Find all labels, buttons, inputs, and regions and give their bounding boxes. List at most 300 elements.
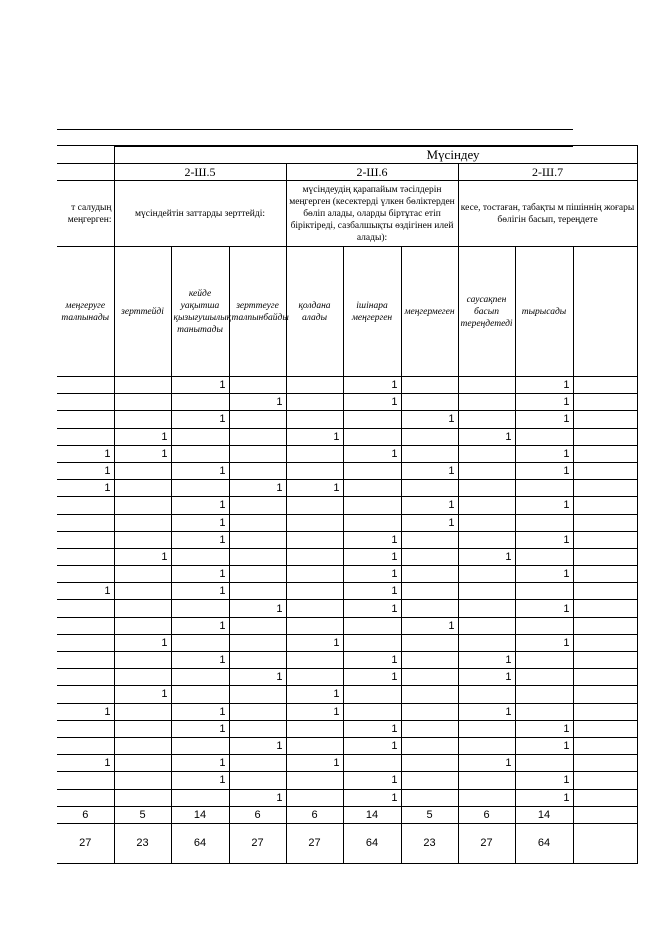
table-cell bbox=[573, 514, 637, 531]
table-cell bbox=[343, 514, 401, 531]
table-cell bbox=[171, 634, 229, 651]
table-cell: 5 bbox=[114, 806, 171, 823]
table-row bbox=[57, 514, 637, 531]
subheader-cell: меңгермеген bbox=[401, 247, 458, 377]
table-cell bbox=[57, 497, 114, 514]
table-cell: 14 bbox=[171, 806, 229, 823]
spreadsheet bbox=[57, 145, 637, 864]
table-cell: 1 bbox=[57, 445, 114, 462]
blank-cell bbox=[57, 164, 114, 181]
table-cell bbox=[114, 600, 171, 617]
table-cell bbox=[114, 566, 171, 583]
table-cell bbox=[458, 600, 515, 617]
table-cell bbox=[401, 377, 458, 394]
table-cell bbox=[573, 583, 637, 600]
table-cell bbox=[343, 617, 401, 634]
table-cell bbox=[401, 600, 458, 617]
table-cell bbox=[286, 514, 343, 531]
table-row bbox=[57, 755, 637, 772]
table-cell: 64 bbox=[515, 823, 573, 863]
table-cell bbox=[114, 462, 171, 479]
table-cell: 1 bbox=[286, 428, 343, 445]
subheader-cell: тырысады bbox=[515, 247, 573, 377]
table-cell: 27 bbox=[286, 823, 343, 863]
table-cell: 1 bbox=[343, 445, 401, 462]
table-cell bbox=[515, 652, 573, 669]
table-row bbox=[57, 462, 637, 479]
table-cell bbox=[229, 566, 286, 583]
percent-row bbox=[57, 823, 637, 863]
table-cell bbox=[286, 600, 343, 617]
table-cell bbox=[114, 411, 171, 428]
table-cell bbox=[114, 772, 171, 789]
table-cell bbox=[573, 789, 637, 806]
table-cell: 1 bbox=[515, 634, 573, 651]
subheader-cell bbox=[573, 247, 637, 377]
table-cell bbox=[343, 703, 401, 720]
table-cell bbox=[114, 394, 171, 411]
table-cell bbox=[401, 652, 458, 669]
table-cell bbox=[114, 669, 171, 686]
table-cell bbox=[286, 617, 343, 634]
table-cell bbox=[57, 720, 114, 737]
top-rule bbox=[57, 129, 573, 130]
table-row bbox=[57, 737, 637, 754]
table-cell: 1 bbox=[171, 652, 229, 669]
table-cell bbox=[171, 480, 229, 497]
table-cell bbox=[114, 703, 171, 720]
table-cell: 1 bbox=[286, 480, 343, 497]
table-cell bbox=[573, 806, 637, 823]
table-cell: 1 bbox=[343, 394, 401, 411]
table-cell bbox=[286, 669, 343, 686]
table-cell bbox=[573, 497, 637, 514]
table-cell: 6 bbox=[458, 806, 515, 823]
table-cell bbox=[573, 411, 637, 428]
table-cell bbox=[401, 789, 458, 806]
table-cell bbox=[286, 652, 343, 669]
code-2-sh-5: 2-Ш.5 bbox=[114, 164, 286, 181]
table-cell: 1 bbox=[401, 514, 458, 531]
table-cell bbox=[114, 514, 171, 531]
table-cell: 1 bbox=[515, 720, 573, 737]
table-cell bbox=[458, 531, 515, 548]
table-cell: 1 bbox=[171, 462, 229, 479]
table-cell bbox=[458, 566, 515, 583]
table-cell: 1 bbox=[229, 669, 286, 686]
table-cell: 1 bbox=[343, 669, 401, 686]
table-cell bbox=[171, 394, 229, 411]
table-row bbox=[57, 669, 637, 686]
table-cell: 1 bbox=[229, 737, 286, 754]
table-cell bbox=[57, 394, 114, 411]
table-cell: 1 bbox=[57, 480, 114, 497]
table-cell bbox=[401, 428, 458, 445]
table-cell: 1 bbox=[57, 755, 114, 772]
table-cell: 5 bbox=[401, 806, 458, 823]
table-cell: 1 bbox=[171, 566, 229, 583]
table-cell: 1 bbox=[515, 531, 573, 548]
table-cell: 6 bbox=[229, 806, 286, 823]
table-cell bbox=[515, 480, 573, 497]
table-cell bbox=[573, 652, 637, 669]
table-cell: 1 bbox=[286, 634, 343, 651]
table-cell bbox=[401, 634, 458, 651]
table-cell: 1 bbox=[229, 600, 286, 617]
table-cell bbox=[229, 514, 286, 531]
table-cell bbox=[286, 566, 343, 583]
table-row bbox=[57, 394, 637, 411]
totals-row bbox=[57, 806, 637, 823]
table-cell bbox=[229, 686, 286, 703]
table-cell bbox=[401, 755, 458, 772]
table-cell bbox=[57, 531, 114, 548]
table-cell bbox=[343, 411, 401, 428]
table-cell bbox=[573, 428, 637, 445]
table-cell: 27 bbox=[57, 823, 114, 863]
table-cell bbox=[57, 772, 114, 789]
table-cell bbox=[458, 583, 515, 600]
table-row bbox=[57, 411, 637, 428]
table-cell bbox=[114, 737, 171, 754]
table-cell bbox=[286, 377, 343, 394]
table-cell bbox=[401, 394, 458, 411]
table-cell bbox=[229, 652, 286, 669]
table-row bbox=[57, 497, 637, 514]
table-cell bbox=[515, 686, 573, 703]
table-cell bbox=[171, 737, 229, 754]
table-cell: 1 bbox=[171, 377, 229, 394]
table-cell: 1 bbox=[343, 720, 401, 737]
table-cell bbox=[401, 566, 458, 583]
table-cell bbox=[57, 789, 114, 806]
table-cell bbox=[515, 514, 573, 531]
table-row bbox=[57, 720, 637, 737]
description-left: т салудың меңгерген: bbox=[57, 181, 114, 247]
table-cell bbox=[57, 634, 114, 651]
table-cell: 1 bbox=[171, 411, 229, 428]
table-cell bbox=[515, 755, 573, 772]
table-row bbox=[57, 480, 637, 497]
table-cell bbox=[171, 445, 229, 462]
table-row bbox=[57, 445, 637, 462]
table-cell: 27 bbox=[229, 823, 286, 863]
table-cell bbox=[515, 548, 573, 565]
table-row bbox=[57, 652, 637, 669]
table-cell bbox=[229, 634, 286, 651]
table-cell bbox=[286, 583, 343, 600]
table-cell bbox=[286, 445, 343, 462]
table-cell: 6 bbox=[286, 806, 343, 823]
table-cell bbox=[57, 377, 114, 394]
table-cell bbox=[229, 772, 286, 789]
table-cell: 23 bbox=[401, 823, 458, 863]
table-cell bbox=[286, 411, 343, 428]
table-cell: 14 bbox=[343, 806, 401, 823]
table-cell: 1 bbox=[171, 720, 229, 737]
table-cell: 1 bbox=[343, 548, 401, 565]
table-cell: 1 bbox=[401, 617, 458, 634]
table-cell bbox=[229, 548, 286, 565]
table-cell bbox=[401, 703, 458, 720]
table-cell bbox=[573, 377, 637, 394]
table-cell bbox=[343, 497, 401, 514]
table-cell: 1 bbox=[343, 772, 401, 789]
table-cell bbox=[229, 411, 286, 428]
table-row bbox=[57, 566, 637, 583]
table-cell bbox=[229, 377, 286, 394]
table-cell bbox=[573, 531, 637, 548]
table-cell bbox=[458, 720, 515, 737]
table-cell bbox=[515, 703, 573, 720]
table-cell: 1 bbox=[171, 755, 229, 772]
table-cell bbox=[515, 428, 573, 445]
table-cell bbox=[229, 720, 286, 737]
table-cell bbox=[573, 823, 637, 863]
table-cell: 1 bbox=[515, 394, 573, 411]
table-cell bbox=[458, 480, 515, 497]
table-row bbox=[57, 377, 637, 394]
table-cell bbox=[114, 720, 171, 737]
table-cell: 1 bbox=[401, 462, 458, 479]
table-cell bbox=[458, 686, 515, 703]
table-cell bbox=[57, 600, 114, 617]
description-2-sh-7: кесе, тостаған, табақты м пішіннің жоғары бөлігін басып, тереңдете bbox=[458, 181, 637, 247]
table-cell bbox=[458, 377, 515, 394]
subheader-cell: зерттеуге талпынбайды bbox=[229, 247, 286, 377]
table-cell bbox=[114, 755, 171, 772]
description-row bbox=[57, 181, 637, 247]
table-cell bbox=[458, 497, 515, 514]
table-cell bbox=[515, 617, 573, 634]
table-cell: 1 bbox=[343, 600, 401, 617]
table-cell bbox=[573, 480, 637, 497]
assessment-table bbox=[57, 145, 638, 864]
table-cell bbox=[458, 617, 515, 634]
table-cell bbox=[401, 583, 458, 600]
table-row bbox=[57, 583, 637, 600]
table-cell bbox=[229, 462, 286, 479]
table-cell bbox=[573, 566, 637, 583]
table-cell bbox=[401, 720, 458, 737]
table-cell bbox=[573, 462, 637, 479]
table-cell bbox=[343, 428, 401, 445]
table-cell: 1 bbox=[515, 462, 573, 479]
table-cell bbox=[343, 686, 401, 703]
table-cell bbox=[286, 772, 343, 789]
table-cell: 1 bbox=[114, 548, 171, 565]
subheader-row bbox=[57, 247, 637, 377]
table-cell: 1 bbox=[515, 772, 573, 789]
table-cell bbox=[57, 566, 114, 583]
table-cell: 1 bbox=[171, 531, 229, 548]
table-row bbox=[57, 772, 637, 789]
table-cell bbox=[229, 531, 286, 548]
table-cell: 1 bbox=[343, 652, 401, 669]
table-cell bbox=[573, 394, 637, 411]
table-cell bbox=[573, 686, 637, 703]
table-cell bbox=[573, 755, 637, 772]
table-cell bbox=[286, 394, 343, 411]
table-cell: 1 bbox=[229, 394, 286, 411]
code-2-sh-6: 2-Ш.6 bbox=[286, 164, 458, 181]
table-cell bbox=[114, 377, 171, 394]
table-cell bbox=[458, 634, 515, 651]
table-cell: 1 bbox=[114, 445, 171, 462]
table-cell: 1 bbox=[286, 755, 343, 772]
table-cell bbox=[57, 617, 114, 634]
subheader-cell: кейде уақытша қызығушылық танытады bbox=[171, 247, 229, 377]
table-cell: 1 bbox=[114, 428, 171, 445]
table-cell: 1 bbox=[343, 789, 401, 806]
table-cell: 1 bbox=[458, 669, 515, 686]
table-cell bbox=[171, 789, 229, 806]
table-cell bbox=[229, 445, 286, 462]
table-cell bbox=[458, 445, 515, 462]
table-cell bbox=[229, 703, 286, 720]
subheader-cell: зерттейді bbox=[114, 247, 171, 377]
table-cell: 1 bbox=[343, 737, 401, 754]
table-cell bbox=[343, 755, 401, 772]
table-cell bbox=[401, 686, 458, 703]
table-cell bbox=[171, 548, 229, 565]
description-2-sh-6: мүсіндеудің қарапайым тәсілдерін меңгерген (кесектерді үлкен бөліктерден бөліп алады, оларды біртұтас етіп біріктіреді, сазбалшықты өздігінен илей алады): bbox=[286, 181, 458, 247]
table-cell bbox=[458, 394, 515, 411]
table-cell: 1 bbox=[515, 737, 573, 754]
table-cell: 1 bbox=[229, 480, 286, 497]
table-cell: 6 bbox=[57, 806, 114, 823]
table-cell bbox=[114, 531, 171, 548]
table-cell bbox=[573, 720, 637, 737]
table-cell bbox=[57, 411, 114, 428]
table-cell: 1 bbox=[343, 566, 401, 583]
table-row bbox=[57, 617, 637, 634]
table-cell bbox=[229, 755, 286, 772]
subheader-cell: қолдана алады bbox=[286, 247, 343, 377]
table-cell bbox=[114, 583, 171, 600]
table-cell: 64 bbox=[343, 823, 401, 863]
table-cell: 1 bbox=[343, 583, 401, 600]
table-cell bbox=[573, 772, 637, 789]
table-cell: 1 bbox=[171, 772, 229, 789]
table-cell: 1 bbox=[57, 583, 114, 600]
table-cell bbox=[343, 462, 401, 479]
table-cell: 1 bbox=[515, 377, 573, 394]
code-2-sh-7: 2-Ш.7 bbox=[458, 164, 637, 181]
table-cell bbox=[573, 703, 637, 720]
table-cell bbox=[458, 789, 515, 806]
table-cell: 1 bbox=[458, 755, 515, 772]
table-cell bbox=[515, 669, 573, 686]
description-2-sh-5: мүсіндейтін заттарды зерттейді: bbox=[114, 181, 286, 247]
table-cell bbox=[286, 531, 343, 548]
table-cell: 1 bbox=[515, 411, 573, 428]
table-cell bbox=[458, 772, 515, 789]
table-cell: 23 bbox=[114, 823, 171, 863]
table-row bbox=[57, 703, 637, 720]
table-cell: 1 bbox=[171, 583, 229, 600]
table-cell bbox=[458, 514, 515, 531]
table-cell: 1 bbox=[515, 566, 573, 583]
table-cell bbox=[114, 617, 171, 634]
table-cell bbox=[57, 686, 114, 703]
table-cell bbox=[401, 737, 458, 754]
table-cell: 1 bbox=[458, 652, 515, 669]
table-cell: 1 bbox=[57, 462, 114, 479]
table-cell bbox=[171, 428, 229, 445]
table-row bbox=[57, 634, 637, 651]
table-cell bbox=[229, 583, 286, 600]
table-cell bbox=[114, 789, 171, 806]
table-cell bbox=[57, 428, 114, 445]
table-cell bbox=[229, 428, 286, 445]
table-cell bbox=[401, 480, 458, 497]
table-cell: 1 bbox=[458, 548, 515, 565]
table-cell: 27 bbox=[458, 823, 515, 863]
table-cell bbox=[286, 548, 343, 565]
table-cell bbox=[401, 669, 458, 686]
table-cell bbox=[57, 669, 114, 686]
table-cell: 64 bbox=[171, 823, 229, 863]
table-cell bbox=[573, 548, 637, 565]
table-cell bbox=[114, 652, 171, 669]
table-cell: 1 bbox=[286, 686, 343, 703]
table-cell bbox=[573, 600, 637, 617]
table-cell: 1 bbox=[286, 703, 343, 720]
table-cell bbox=[171, 669, 229, 686]
table-cell bbox=[286, 497, 343, 514]
table-cell bbox=[57, 514, 114, 531]
table-cell bbox=[114, 480, 171, 497]
table-cell: 1 bbox=[343, 377, 401, 394]
table-cell: 1 bbox=[458, 703, 515, 720]
table-cell bbox=[114, 497, 171, 514]
table-cell bbox=[401, 772, 458, 789]
table-cell bbox=[458, 737, 515, 754]
table-cell: 1 bbox=[401, 497, 458, 514]
blank-cell bbox=[57, 146, 114, 164]
table-cell: 1 bbox=[114, 634, 171, 651]
table-cell: 1 bbox=[171, 703, 229, 720]
table-cell bbox=[458, 411, 515, 428]
table-cell: 1 bbox=[515, 497, 573, 514]
table-cell bbox=[573, 669, 637, 686]
table-cell bbox=[515, 583, 573, 600]
subheader-cell: саусақпен басып тереңдетеді bbox=[458, 247, 515, 377]
table-cell bbox=[573, 737, 637, 754]
table-cell: 1 bbox=[401, 411, 458, 428]
table-cell: 1 bbox=[114, 686, 171, 703]
table-row bbox=[57, 600, 637, 617]
table-cell bbox=[573, 634, 637, 651]
table-cell bbox=[57, 737, 114, 754]
table-cell bbox=[343, 480, 401, 497]
table-cell bbox=[57, 548, 114, 565]
table-row bbox=[57, 531, 637, 548]
table-cell bbox=[401, 531, 458, 548]
table-cell bbox=[458, 462, 515, 479]
table-cell bbox=[57, 652, 114, 669]
table-cell bbox=[401, 445, 458, 462]
section-title: Мүсіндеу bbox=[114, 146, 637, 164]
table-cell: 1 bbox=[171, 497, 229, 514]
table-cell: 1 bbox=[343, 531, 401, 548]
table-cell bbox=[171, 600, 229, 617]
table-cell bbox=[286, 737, 343, 754]
table-cell: 1 bbox=[171, 617, 229, 634]
table-cell bbox=[286, 720, 343, 737]
table-cell: 1 bbox=[515, 445, 573, 462]
